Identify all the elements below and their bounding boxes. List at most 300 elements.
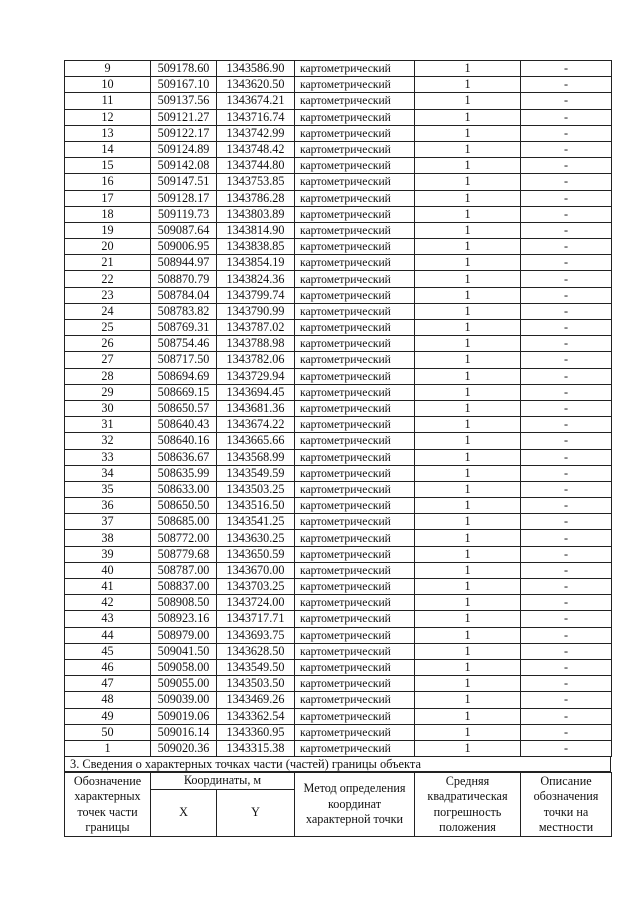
method-cell: картометрический [295, 255, 415, 271]
point-number-cell: 23 [65, 287, 151, 303]
method-cell: картометрический [295, 271, 415, 287]
x-coordinate-cell: 509121.27 [151, 109, 217, 125]
point-number-cell: 40 [65, 562, 151, 578]
point-number-cell: 46 [65, 659, 151, 675]
description-cell: - [521, 336, 612, 352]
y-coordinate-cell: 1343315.38 [217, 740, 295, 756]
table-row [65, 465, 612, 481]
y-coordinate-cell: 1343568.99 [217, 449, 295, 465]
description-cell: - [521, 368, 612, 384]
accuracy-cell: 1 [415, 611, 521, 627]
point-number-cell: 49 [65, 708, 151, 724]
accuracy-cell: 1 [415, 125, 521, 141]
x-coordinate-cell: 508784.04 [151, 287, 217, 303]
y-coordinate-cell: 1343586.90 [217, 61, 295, 77]
y-coordinate-cell: 1343670.00 [217, 562, 295, 578]
table-row [65, 158, 612, 174]
description-cell: - [521, 562, 612, 578]
method-cell: картометрический [295, 400, 415, 416]
description-cell: - [521, 400, 612, 416]
point-number-cell: 17 [65, 190, 151, 206]
header-method: Метод определения координат характерной точки [295, 773, 415, 837]
x-coordinate-cell: 508870.79 [151, 271, 217, 287]
y-coordinate-cell: 1343628.50 [217, 643, 295, 659]
point-number-cell: 12 [65, 109, 151, 125]
method-cell: картометрический [295, 562, 415, 578]
table-row [65, 271, 612, 287]
y-coordinate-cell: 1343854.19 [217, 255, 295, 271]
header-description: Описание обозначения точки на местности [521, 773, 612, 837]
y-coordinate-cell: 1343748.42 [217, 141, 295, 157]
y-coordinate-cell: 1343541.25 [217, 514, 295, 530]
description-cell: - [521, 320, 612, 336]
accuracy-cell: 1 [415, 562, 521, 578]
accuracy-cell: 1 [415, 530, 521, 546]
method-cell: картометрический [295, 611, 415, 627]
method-cell: картометрический [295, 530, 415, 546]
table-row [65, 206, 612, 222]
y-coordinate-cell: 1343650.59 [217, 546, 295, 562]
y-coordinate-cell: 1343814.90 [217, 222, 295, 238]
table-row [65, 627, 612, 643]
x-coordinate-cell: 509128.17 [151, 190, 217, 206]
accuracy-cell: 1 [415, 61, 521, 77]
accuracy-cell: 1 [415, 400, 521, 416]
description-cell: - [521, 692, 612, 708]
accuracy-cell: 1 [415, 174, 521, 190]
method-cell: картометрический [295, 659, 415, 675]
point-number-cell: 24 [65, 303, 151, 319]
accuracy-cell: 1 [415, 141, 521, 157]
header-coordinates: Координаты, м [151, 773, 295, 790]
point-number-cell: 37 [65, 514, 151, 530]
method-cell: картометрический [295, 595, 415, 611]
table-row [65, 77, 612, 93]
x-coordinate-cell: 509039.00 [151, 692, 217, 708]
table-row [65, 93, 612, 109]
section-3-title: 3. Сведения о характерных точках части (частей) границы объекта [64, 757, 611, 772]
accuracy-cell: 1 [415, 433, 521, 449]
table-row [65, 141, 612, 157]
table-row [65, 222, 612, 238]
method-cell: картометрический [295, 627, 415, 643]
point-number-cell: 30 [65, 400, 151, 416]
description-cell: - [521, 158, 612, 174]
x-coordinate-cell: 508650.57 [151, 400, 217, 416]
point-number-cell: 48 [65, 692, 151, 708]
description-cell: - [521, 546, 612, 562]
table-row [65, 724, 612, 740]
accuracy-cell: 1 [415, 336, 521, 352]
method-cell: картометрический [295, 141, 415, 157]
y-coordinate-cell: 1343717.71 [217, 611, 295, 627]
accuracy-cell: 1 [415, 708, 521, 724]
y-coordinate-cell: 1343674.22 [217, 417, 295, 433]
method-cell: картометрический [295, 287, 415, 303]
table-row [65, 368, 612, 384]
accuracy-cell: 1 [415, 384, 521, 400]
method-cell: картометрический [295, 465, 415, 481]
x-coordinate-cell: 508837.00 [151, 579, 217, 595]
method-cell: картометрический [295, 579, 415, 595]
table-row [65, 562, 612, 578]
y-coordinate-cell: 1343549.50 [217, 659, 295, 675]
description-cell: - [521, 659, 612, 675]
coordinates-table [64, 60, 612, 757]
point-number-cell: 22 [65, 271, 151, 287]
header-accuracy: Средняя квадратическая погрешность положения [415, 773, 521, 837]
accuracy-cell: 1 [415, 676, 521, 692]
table-row [65, 190, 612, 206]
header-y: Y [217, 790, 295, 837]
description-cell: - [521, 627, 612, 643]
accuracy-cell: 1 [415, 579, 521, 595]
accuracy-cell: 1 [415, 740, 521, 756]
y-coordinate-cell: 1343744.80 [217, 158, 295, 174]
accuracy-cell: 1 [415, 109, 521, 125]
x-coordinate-cell: 509041.50 [151, 643, 217, 659]
y-coordinate-cell: 1343788.98 [217, 336, 295, 352]
description-cell: - [521, 579, 612, 595]
accuracy-cell: 1 [415, 303, 521, 319]
point-number-cell: 47 [65, 676, 151, 692]
x-coordinate-cell: 508640.16 [151, 433, 217, 449]
accuracy-cell: 1 [415, 546, 521, 562]
accuracy-cell: 1 [415, 271, 521, 287]
accuracy-cell: 1 [415, 465, 521, 481]
point-number-cell: 26 [65, 336, 151, 352]
description-cell: - [521, 287, 612, 303]
table-row [65, 740, 612, 756]
description-cell: - [521, 93, 612, 109]
description-cell: - [521, 449, 612, 465]
accuracy-cell: 1 [415, 352, 521, 368]
x-coordinate-cell: 508669.15 [151, 384, 217, 400]
y-coordinate-cell: 1343729.94 [217, 368, 295, 384]
y-coordinate-cell: 1343753.85 [217, 174, 295, 190]
table-row [65, 659, 612, 675]
point-number-cell: 31 [65, 417, 151, 433]
table-row [65, 239, 612, 255]
method-cell: картометрический [295, 740, 415, 756]
x-coordinate-cell: 508779.68 [151, 546, 217, 562]
accuracy-cell: 1 [415, 481, 521, 497]
accuracy-cell: 1 [415, 627, 521, 643]
point-number-cell: 32 [65, 433, 151, 449]
point-number-cell: 27 [65, 352, 151, 368]
table-row [65, 433, 612, 449]
accuracy-cell: 1 [415, 595, 521, 611]
description-cell: - [521, 352, 612, 368]
point-number-cell: 14 [65, 141, 151, 157]
table-row [65, 61, 612, 77]
description-cell: - [521, 239, 612, 255]
method-cell: картометрический [295, 93, 415, 109]
y-coordinate-cell: 1343630.25 [217, 530, 295, 546]
y-coordinate-cell: 1343503.50 [217, 676, 295, 692]
method-cell: картометрический [295, 433, 415, 449]
y-coordinate-cell: 1343503.25 [217, 481, 295, 497]
point-number-cell: 38 [65, 530, 151, 546]
x-coordinate-cell: 508640.43 [151, 417, 217, 433]
method-cell: картометрический [295, 174, 415, 190]
table-row [65, 449, 612, 465]
method-cell: картометрический [295, 125, 415, 141]
method-cell: картометрический [295, 190, 415, 206]
method-cell: картометрический [295, 708, 415, 724]
coordinates-table-body [65, 61, 612, 757]
point-number-cell: 45 [65, 643, 151, 659]
description-cell: - [521, 514, 612, 530]
x-coordinate-cell: 508787.00 [151, 562, 217, 578]
point-number-cell: 15 [65, 158, 151, 174]
description-cell: - [521, 724, 612, 740]
y-coordinate-cell: 1343716.74 [217, 109, 295, 125]
point-number-cell: 25 [65, 320, 151, 336]
description-cell: - [521, 77, 612, 93]
y-coordinate-cell: 1343549.59 [217, 465, 295, 481]
method-cell: картометрический [295, 449, 415, 465]
table-row [65, 481, 612, 497]
point-number-cell: 19 [65, 222, 151, 238]
x-coordinate-cell: 508694.69 [151, 368, 217, 384]
table-row [65, 611, 612, 627]
table-row [65, 352, 612, 368]
description-cell: - [521, 255, 612, 271]
description-cell: - [521, 595, 612, 611]
y-coordinate-cell: 1343703.25 [217, 579, 295, 595]
x-coordinate-cell: 508635.99 [151, 465, 217, 481]
description-cell: - [521, 109, 612, 125]
point-number-cell: 13 [65, 125, 151, 141]
point-number-cell: 39 [65, 546, 151, 562]
method-cell: картометрический [295, 417, 415, 433]
x-coordinate-cell: 509147.51 [151, 174, 217, 190]
method-cell: картометрический [295, 239, 415, 255]
accuracy-cell: 1 [415, 190, 521, 206]
x-coordinate-cell: 508979.00 [151, 627, 217, 643]
accuracy-cell: 1 [415, 222, 521, 238]
accuracy-cell: 1 [415, 320, 521, 336]
accuracy-cell: 1 [415, 77, 521, 93]
x-coordinate-cell: 509124.89 [151, 141, 217, 157]
y-coordinate-cell: 1343469.26 [217, 692, 295, 708]
point-number-cell: 33 [65, 449, 151, 465]
accuracy-cell: 1 [415, 158, 521, 174]
point-number-cell: 10 [65, 77, 151, 93]
x-coordinate-cell: 509019.06 [151, 708, 217, 724]
y-coordinate-cell: 1343362.54 [217, 708, 295, 724]
method-cell: картометрический [295, 643, 415, 659]
point-number-cell: 35 [65, 481, 151, 497]
method-cell: картометрический [295, 320, 415, 336]
y-coordinate-cell: 1343665.66 [217, 433, 295, 449]
point-number-cell: 34 [65, 465, 151, 481]
x-coordinate-cell: 509055.00 [151, 676, 217, 692]
accuracy-cell: 1 [415, 449, 521, 465]
x-coordinate-cell: 508685.00 [151, 514, 217, 530]
description-cell: - [521, 676, 612, 692]
table-row [65, 692, 612, 708]
accuracy-cell: 1 [415, 692, 521, 708]
x-coordinate-cell: 509122.17 [151, 125, 217, 141]
point-number-cell: 50 [65, 724, 151, 740]
y-coordinate-cell: 1343694.45 [217, 384, 295, 400]
y-coordinate-cell: 1343803.89 [217, 206, 295, 222]
description-cell: - [521, 303, 612, 319]
description-cell: - [521, 433, 612, 449]
table-row [65, 417, 612, 433]
table-row [65, 303, 612, 319]
method-cell: картометрический [295, 514, 415, 530]
description-cell: - [521, 125, 612, 141]
table-row [65, 676, 612, 692]
point-number-cell: 36 [65, 498, 151, 514]
description-cell: - [521, 530, 612, 546]
y-coordinate-cell: 1343799.74 [217, 287, 295, 303]
x-coordinate-cell: 508772.00 [151, 530, 217, 546]
x-coordinate-cell: 509137.56 [151, 93, 217, 109]
method-cell: картометрический [295, 384, 415, 400]
y-coordinate-cell: 1343360.95 [217, 724, 295, 740]
table-row [65, 174, 612, 190]
x-coordinate-cell: 509016.14 [151, 724, 217, 740]
point-number-cell: 21 [65, 255, 151, 271]
accuracy-cell: 1 [415, 368, 521, 384]
x-coordinate-cell: 508633.00 [151, 481, 217, 497]
description-cell: - [521, 61, 612, 77]
table-row [65, 498, 612, 514]
accuracy-cell: 1 [415, 498, 521, 514]
accuracy-cell: 1 [415, 206, 521, 222]
y-coordinate-cell: 1343620.50 [217, 77, 295, 93]
x-coordinate-cell: 509006.95 [151, 239, 217, 255]
x-coordinate-cell: 508754.46 [151, 336, 217, 352]
description-cell: - [521, 141, 612, 157]
x-coordinate-cell: 508923.16 [151, 611, 217, 627]
method-cell: картометрический [295, 77, 415, 93]
x-coordinate-cell: 509142.08 [151, 158, 217, 174]
description-cell: - [521, 174, 612, 190]
table-row [65, 579, 612, 595]
description-cell: - [521, 271, 612, 287]
point-number-cell: 9 [65, 61, 151, 77]
table-row [65, 109, 612, 125]
description-cell: - [521, 611, 612, 627]
y-coordinate-cell: 1343516.50 [217, 498, 295, 514]
point-number-cell: 28 [65, 368, 151, 384]
method-cell: картометрический [295, 546, 415, 562]
method-cell: картометрический [295, 336, 415, 352]
accuracy-cell: 1 [415, 724, 521, 740]
header-designation: Обозначение характерных точек части границы [65, 773, 151, 837]
y-coordinate-cell: 1343787.02 [217, 320, 295, 336]
x-coordinate-cell: 508650.50 [151, 498, 217, 514]
description-cell: - [521, 190, 612, 206]
x-coordinate-cell: 509178.60 [151, 61, 217, 77]
section-3-header-table [64, 772, 612, 837]
x-coordinate-cell: 508783.82 [151, 303, 217, 319]
x-coordinate-cell: 508636.67 [151, 449, 217, 465]
y-coordinate-cell: 1343824.36 [217, 271, 295, 287]
y-coordinate-cell: 1343786.28 [217, 190, 295, 206]
x-coordinate-cell: 508717.50 [151, 352, 217, 368]
y-coordinate-cell: 1343790.99 [217, 303, 295, 319]
method-cell: картометрический [295, 158, 415, 174]
table-row [65, 546, 612, 562]
x-coordinate-cell: 509167.10 [151, 77, 217, 93]
point-number-cell: 1 [65, 740, 151, 756]
description-cell: - [521, 498, 612, 514]
point-number-cell: 29 [65, 384, 151, 400]
method-cell: картометрический [295, 481, 415, 497]
accuracy-cell: 1 [415, 643, 521, 659]
method-cell: картометрический [295, 498, 415, 514]
table-row [65, 708, 612, 724]
method-cell: картометрический [295, 61, 415, 77]
y-coordinate-cell: 1343693.75 [217, 627, 295, 643]
description-cell: - [521, 222, 612, 238]
accuracy-cell: 1 [415, 514, 521, 530]
point-number-cell: 20 [65, 239, 151, 255]
point-number-cell: 16 [65, 174, 151, 190]
method-cell: картометрический [295, 676, 415, 692]
point-number-cell: 41 [65, 579, 151, 595]
x-coordinate-cell: 508944.97 [151, 255, 217, 271]
x-coordinate-cell: 508769.31 [151, 320, 217, 336]
table-row [65, 255, 612, 271]
y-coordinate-cell: 1343674.21 [217, 93, 295, 109]
accuracy-cell: 1 [415, 239, 521, 255]
method-cell: картометрический [295, 368, 415, 384]
header-x: X [151, 790, 217, 837]
table-row [65, 287, 612, 303]
point-number-cell: 44 [65, 627, 151, 643]
description-cell: - [521, 206, 612, 222]
point-number-cell: 43 [65, 611, 151, 627]
y-coordinate-cell: 1343838.85 [217, 239, 295, 255]
description-cell: - [521, 465, 612, 481]
description-cell: - [521, 384, 612, 400]
y-coordinate-cell: 1343782.06 [217, 352, 295, 368]
point-number-cell: 11 [65, 93, 151, 109]
x-coordinate-cell: 508908.50 [151, 595, 217, 611]
description-cell: - [521, 417, 612, 433]
description-cell: - [521, 740, 612, 756]
table-row [65, 320, 612, 336]
accuracy-cell: 1 [415, 287, 521, 303]
accuracy-cell: 1 [415, 93, 521, 109]
method-cell: картометрический [295, 352, 415, 368]
accuracy-cell: 1 [415, 659, 521, 675]
method-cell: картометрический [295, 692, 415, 708]
table-row [65, 384, 612, 400]
y-coordinate-cell: 1343742.99 [217, 125, 295, 141]
description-cell: - [521, 643, 612, 659]
method-cell: картометрический [295, 303, 415, 319]
accuracy-cell: 1 [415, 417, 521, 433]
method-cell: картометрический [295, 109, 415, 125]
x-coordinate-cell: 509058.00 [151, 659, 217, 675]
table-row [65, 643, 612, 659]
method-cell: картометрический [295, 222, 415, 238]
x-coordinate-cell: 509020.36 [151, 740, 217, 756]
table-row [65, 336, 612, 352]
x-coordinate-cell: 509087.64 [151, 222, 217, 238]
y-coordinate-cell: 1343681.36 [217, 400, 295, 416]
method-cell: картометрический [295, 724, 415, 740]
description-cell: - [521, 708, 612, 724]
